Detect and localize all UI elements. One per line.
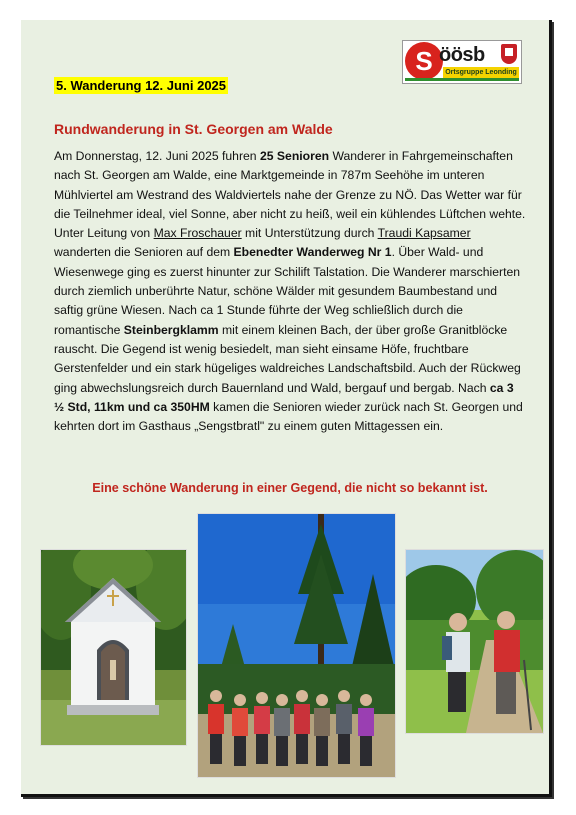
body-text: Wanderer in Fahrgemeinschaften nach St. Georgen am Walde, eine Marktgemeinde in 787m Seehöhe im unteren Mühlviertel am Westrand des Waldviertels nahe der Grenze zu NÖ. Das Wetter war für die Teilnehmer ideal, viel Sonne, aber nicht zu heiß, weil ein kühlendes Lüftchen wehte. Unter Leitung von xyxy=(54,149,526,241)
body-text: mit einem kleinen Bach, der über große Granitblöcke rauscht. Die Gegend ist wenig besiedelt, man sieht einsame Höfe, fruchtbare Gerstenfelder und ein stark hügeliges waldreiches Landschaftsbild. Auch der Rückweg ging abwechslungsreich durch Bauernland und Wald, bergauf und bergab. Nach xyxy=(54,322,521,395)
article-title: Rundwanderung in St. Georgen am Walde xyxy=(54,121,333,137)
logo-stripe xyxy=(405,78,519,81)
chapel-illustration xyxy=(41,550,186,745)
trail-name: Ebenedter Wanderweg Nr 1 xyxy=(233,245,392,260)
body-text: kamen die Senioren wieder zurück nach St. Georgen und kehrten dort im Gasthaus „Sengstbratl" zu einem guten Mittagessen ein. xyxy=(54,399,523,434)
group-photo xyxy=(197,513,396,778)
hikers-illustration xyxy=(406,550,543,733)
chapel-photo xyxy=(40,549,187,746)
logo-subtitle: Ortsgruppe Leonding xyxy=(443,67,519,78)
event-heading: 5. Wanderung 12. Juni 2025 xyxy=(56,78,227,93)
body-text: . Über Wald- und Wiesenwege ging es zuerst hinunter zur Schilift Talstation. Die Wanderer marschierten durch ziemlich unberührte Natur, schöne Wälder mit gesundem Baumbestand und saftig grüne Wiesen. Nach ca 1 Stunde führte der Weg schließlich durch die romantische xyxy=(54,245,521,337)
logo-brand-text: öösb xyxy=(439,44,485,66)
oesb-logo xyxy=(402,40,522,84)
body-text: mit Unterstützung durch xyxy=(241,226,378,241)
hikers-photo xyxy=(405,549,544,734)
logo-s-emblem: S xyxy=(405,42,443,80)
body-text: Am Donnerstag, 12. Juni 2025 fuhren xyxy=(54,149,260,163)
body-bold: 25 Senioren xyxy=(259,149,330,163)
gorge-name: Steinbergklamm xyxy=(123,322,219,337)
closing-line: Eine schöne Wanderung in einer Gegend, die nicht so bekannt ist. xyxy=(92,481,488,495)
co-leader-name: Traudi Kapsamer xyxy=(377,226,471,241)
body-text: wanderten die Senioren auf dem xyxy=(54,245,234,260)
article-body xyxy=(54,147,526,436)
leader-name: Max Froschauer xyxy=(153,226,242,241)
coat-of-arms-icon xyxy=(501,44,517,64)
group-illustration xyxy=(198,514,395,777)
hike-stats: ca 3 ½ Std, 11km und ca 350HM xyxy=(54,380,514,414)
